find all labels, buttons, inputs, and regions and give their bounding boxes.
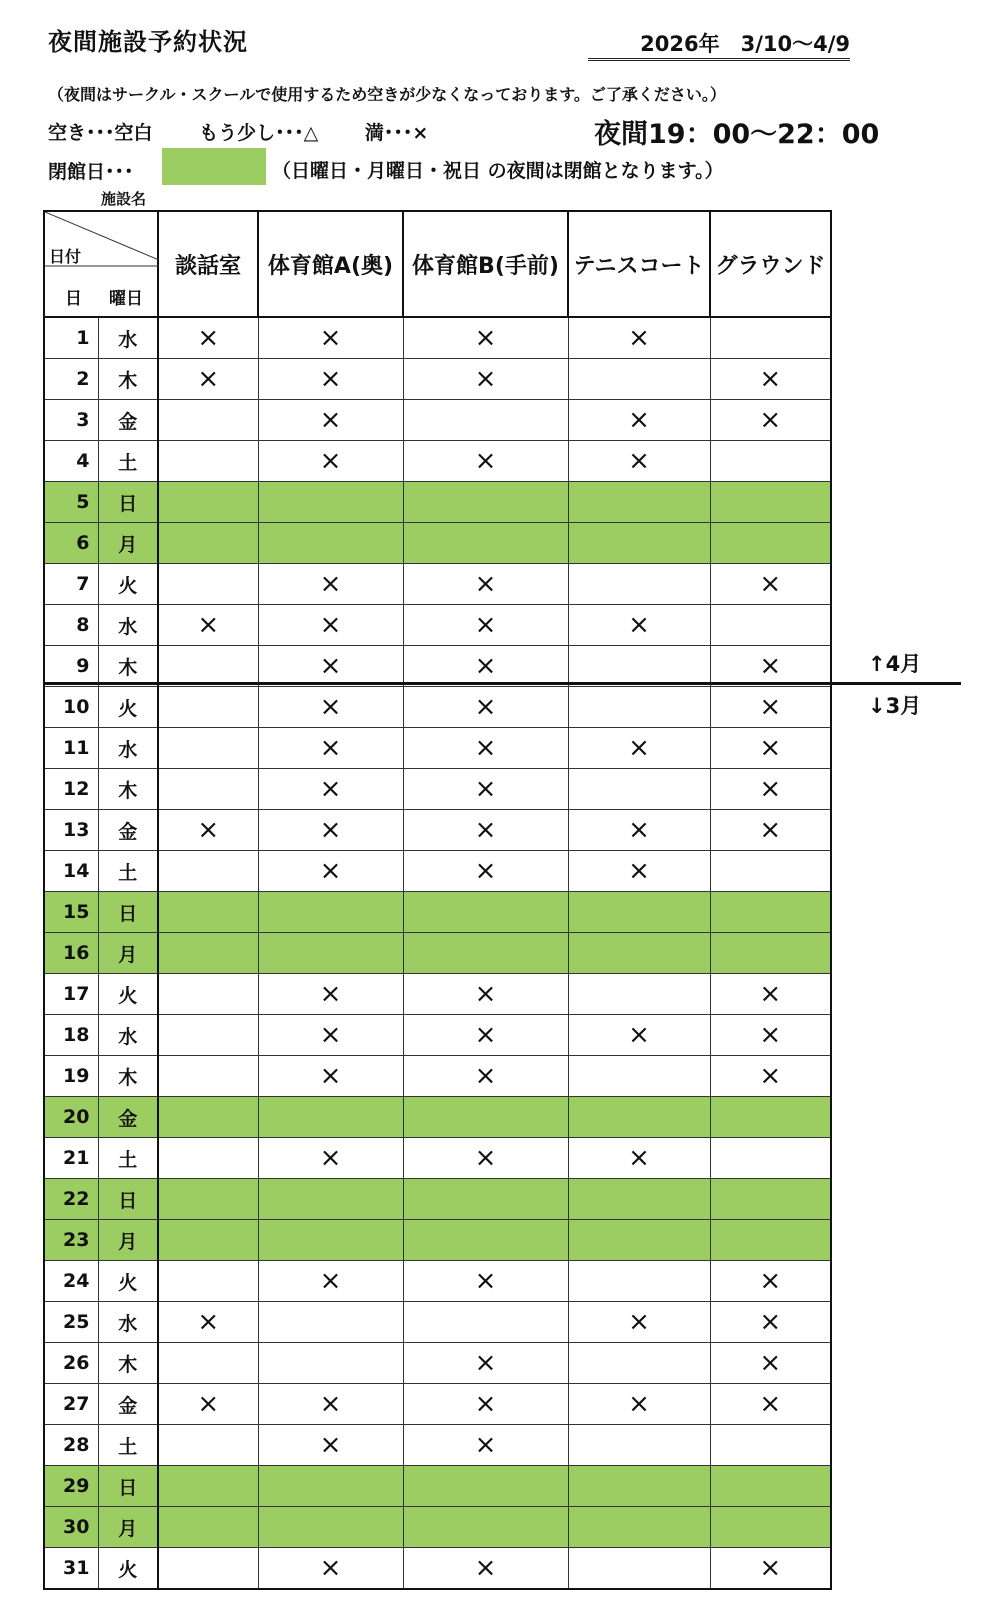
header-date-label: 日付 — [49, 247, 82, 266]
availability-cell: × — [710, 1056, 831, 1097]
availability-cell: × — [403, 1384, 568, 1425]
availability-cell — [158, 1138, 258, 1179]
availability-cell — [568, 1466, 710, 1507]
weekday-cell: 水 — [98, 728, 158, 769]
day-cell: 6 — [44, 523, 98, 564]
table-row — [44, 564, 831, 605]
availability-cell — [258, 1507, 403, 1548]
day-cell: 4 — [44, 441, 98, 482]
availability-cell — [158, 933, 258, 974]
availability-cell — [710, 482, 831, 523]
availability-cell — [568, 1425, 710, 1466]
availability-cell — [158, 1015, 258, 1056]
availability-cell: × — [710, 564, 831, 605]
availability-cell — [710, 892, 831, 933]
availability-cell: × — [710, 728, 831, 769]
weekday-cell: 土 — [98, 1138, 158, 1179]
weekday-cell: 水 — [98, 317, 158, 359]
header-facility: 談話室 — [158, 211, 258, 317]
availability-cell — [158, 400, 258, 441]
availability-cell: × — [710, 974, 831, 1015]
table-row — [44, 769, 831, 810]
availability-cell — [158, 1179, 258, 1220]
weekday-cell: 火 — [98, 1261, 158, 1302]
availability-cell — [710, 1138, 831, 1179]
weekday-cell: 金 — [98, 1384, 158, 1425]
availability-cell: × — [403, 1056, 568, 1097]
table-row — [44, 1548, 831, 1590]
weekday-cell: 木 — [98, 1343, 158, 1384]
availability-cell — [258, 1302, 403, 1343]
availability-cell — [568, 1343, 710, 1384]
availability-cell: × — [158, 605, 258, 646]
weekday-cell: 火 — [98, 564, 158, 605]
weekday-cell: 日 — [98, 1466, 158, 1507]
availability-cell: × — [158, 1302, 258, 1343]
availability-cell: × — [258, 1384, 403, 1425]
availability-cell — [568, 892, 710, 933]
availability-cell — [568, 1097, 710, 1138]
availability-cell — [403, 933, 568, 974]
table-row — [44, 1425, 831, 1466]
table-row — [44, 1384, 831, 1425]
availability-cell: × — [403, 1548, 568, 1590]
availability-cell — [568, 769, 710, 810]
availability-cell: × — [403, 1261, 568, 1302]
availability-cell — [568, 1179, 710, 1220]
table-row — [44, 1138, 831, 1179]
header-facility: グラウンド — [710, 211, 831, 317]
availability-cell: × — [403, 810, 568, 851]
table-row — [44, 523, 831, 564]
weekday-cell: 木 — [98, 359, 158, 400]
day-cell: 23 — [44, 1220, 98, 1261]
availability-cell: × — [710, 359, 831, 400]
availability-cell: × — [403, 974, 568, 1015]
availability-cell — [403, 1097, 568, 1138]
weekday-cell: 木 — [98, 1056, 158, 1097]
availability-cell: × — [403, 769, 568, 810]
availability-cell — [158, 564, 258, 605]
availability-cell — [568, 1507, 710, 1548]
availability-cell: × — [710, 1343, 831, 1384]
table-row — [44, 974, 831, 1015]
day-cell: 13 — [44, 810, 98, 851]
weekday-cell: 土 — [98, 441, 158, 482]
weekday-cell: 日 — [98, 1179, 158, 1220]
weekday-cell: 火 — [98, 1548, 158, 1590]
table-row — [44, 892, 831, 933]
availability-cell: × — [258, 687, 403, 728]
availability-cell — [710, 605, 831, 646]
availability-cell — [158, 892, 258, 933]
availability-cell — [710, 441, 831, 482]
availability-cell: × — [403, 605, 568, 646]
availability-cell: × — [258, 974, 403, 1015]
weekday-cell: 木 — [98, 646, 158, 687]
table-row — [44, 605, 831, 646]
availability-cell: × — [158, 317, 258, 359]
day-cell: 21 — [44, 1138, 98, 1179]
availability-cell — [258, 523, 403, 564]
availability-cell — [158, 441, 258, 482]
availability-cell: × — [568, 1138, 710, 1179]
day-cell: 26 — [44, 1343, 98, 1384]
date-range: 2026年 3/10～4/9 — [588, 28, 850, 61]
availability-cell: × — [710, 400, 831, 441]
availability-cell — [258, 1097, 403, 1138]
availability-cell — [710, 851, 831, 892]
header-day-label: 日 — [65, 289, 82, 309]
availability-cell — [258, 933, 403, 974]
weekday-cell: 水 — [98, 1302, 158, 1343]
availability-cell: × — [710, 687, 831, 728]
availability-cell: × — [258, 564, 403, 605]
availability-cell: × — [258, 851, 403, 892]
day-cell: 28 — [44, 1425, 98, 1466]
availability-cell — [568, 1261, 710, 1302]
day-cell: 22 — [44, 1179, 98, 1220]
day-cell: 31 — [44, 1548, 98, 1590]
availability-cell: × — [258, 769, 403, 810]
availability-cell — [568, 359, 710, 400]
weekday-cell: 日 — [98, 482, 158, 523]
day-cell: 24 — [44, 1261, 98, 1302]
availability-cell — [710, 1220, 831, 1261]
facility-caption: 施設名 — [101, 190, 147, 208]
availability-cell: × — [403, 687, 568, 728]
day-cell: 9 — [44, 646, 98, 687]
availability-cell — [403, 523, 568, 564]
weekday-cell: 水 — [98, 1015, 158, 1056]
day-cell: 2 — [44, 359, 98, 400]
availability-cell: × — [710, 769, 831, 810]
availability-cell — [710, 523, 831, 564]
month-divider — [43, 682, 961, 685]
availability-cell: × — [258, 646, 403, 687]
availability-cell: × — [258, 317, 403, 359]
availability-cell — [158, 1056, 258, 1097]
table-row — [44, 646, 831, 687]
table-row — [44, 1097, 831, 1138]
day-cell: 11 — [44, 728, 98, 769]
availability-cell — [158, 523, 258, 564]
availability-cell — [258, 892, 403, 933]
day-cell: 14 — [44, 851, 98, 892]
legend-full: 満･･･× — [364, 122, 429, 144]
availability-cell — [258, 1466, 403, 1507]
availability-cell — [710, 1097, 831, 1138]
availability-cell: × — [258, 810, 403, 851]
day-cell: 5 — [44, 482, 98, 523]
availability-cell: × — [258, 1138, 403, 1179]
header-corner — [44, 211, 158, 317]
weekday-cell: 月 — [98, 1507, 158, 1548]
availability-cell — [403, 1466, 568, 1507]
availability-cell: × — [403, 1425, 568, 1466]
availability-cell — [158, 687, 258, 728]
availability-cell — [158, 1220, 258, 1261]
availability-cell — [158, 728, 258, 769]
weekday-cell: 月 — [98, 1220, 158, 1261]
table-row — [44, 687, 831, 728]
table-row — [44, 1507, 831, 1548]
availability-cell: × — [403, 359, 568, 400]
table-row — [44, 1466, 831, 1507]
weekday-cell: 月 — [98, 933, 158, 974]
availability-cell — [710, 1466, 831, 1507]
weekday-cell: 火 — [98, 687, 158, 728]
availability-cell — [568, 1548, 710, 1590]
availability-cell — [568, 974, 710, 1015]
day-cell: 29 — [44, 1466, 98, 1507]
table-row — [44, 1056, 831, 1097]
availability-cell: × — [158, 810, 258, 851]
reservation-table — [43, 210, 832, 1590]
day-cell: 7 — [44, 564, 98, 605]
availability-cell — [568, 1056, 710, 1097]
header-facility: 体育館A(奥) — [258, 211, 403, 317]
day-cell: 20 — [44, 1097, 98, 1138]
availability-cell: × — [568, 1015, 710, 1056]
availability-cell — [258, 1343, 403, 1384]
availability-cell — [568, 646, 710, 687]
table-row — [44, 810, 831, 851]
availability-cell: × — [568, 1384, 710, 1425]
availability-cell: × — [568, 317, 710, 359]
table-row — [44, 728, 831, 769]
day-cell: 8 — [44, 605, 98, 646]
weekday-cell: 火 — [98, 974, 158, 1015]
availability-cell: × — [403, 851, 568, 892]
night-hours: 夜間19：00～22：00 — [594, 119, 880, 150]
availability-cell: × — [710, 1548, 831, 1590]
availability-cell — [403, 1220, 568, 1261]
weekday-cell: 金 — [98, 1097, 158, 1138]
table-row — [44, 1015, 831, 1056]
availability-cell: × — [568, 400, 710, 441]
availability-cell — [258, 1220, 403, 1261]
availability-cell: × — [258, 1015, 403, 1056]
availability-cell: × — [258, 441, 403, 482]
availability-cell — [258, 1179, 403, 1220]
availability-cell: × — [568, 441, 710, 482]
availability-cell — [403, 1179, 568, 1220]
availability-cell: × — [158, 1384, 258, 1425]
availability-cell — [158, 1343, 258, 1384]
availability-cell — [158, 1507, 258, 1548]
availability-cell — [568, 523, 710, 564]
table-row — [44, 933, 831, 974]
weekday-cell: 金 — [98, 810, 158, 851]
weekday-cell: 木 — [98, 769, 158, 810]
availability-cell — [158, 974, 258, 1015]
table-row — [44, 359, 831, 400]
availability-cell — [403, 892, 568, 933]
table-row — [44, 1302, 831, 1343]
day-cell: 17 — [44, 974, 98, 1015]
availability-cell: × — [403, 1343, 568, 1384]
availability-cell — [403, 1302, 568, 1343]
availability-cell — [568, 1220, 710, 1261]
day-cell: 3 — [44, 400, 98, 441]
table-row — [44, 317, 831, 359]
table-row — [44, 851, 831, 892]
availability-cell — [158, 769, 258, 810]
availability-cell: × — [710, 1015, 831, 1056]
availability-cell: × — [258, 1261, 403, 1302]
table-header-row — [44, 211, 831, 317]
weekday-cell: 水 — [98, 605, 158, 646]
availability-cell: × — [258, 400, 403, 441]
availability-cell — [568, 564, 710, 605]
availability-cell: × — [568, 810, 710, 851]
header-facility: テニスコート — [568, 211, 710, 317]
availability-cell — [158, 482, 258, 523]
availability-cell: × — [710, 1302, 831, 1343]
availability-cell — [158, 1425, 258, 1466]
availability-cell — [158, 1466, 258, 1507]
availability-cell: × — [403, 646, 568, 687]
table-row — [44, 482, 831, 523]
table-row — [44, 1343, 831, 1384]
availability-cell — [568, 687, 710, 728]
availability-cell — [403, 400, 568, 441]
availability-cell: × — [710, 1384, 831, 1425]
notice-text: （夜間はサークル・スクールで使用するため空きが少なくなっております。ご了承ください。） — [48, 85, 726, 104]
day-cell: 25 — [44, 1302, 98, 1343]
availability-cell — [158, 1548, 258, 1590]
availability-cell: × — [568, 605, 710, 646]
availability-cell: × — [568, 728, 710, 769]
header-weekday-label: 曜日 — [109, 289, 143, 309]
weekday-cell: 日 — [98, 892, 158, 933]
page-title: 夜間施設予約状況 — [48, 28, 248, 56]
availability-cell — [710, 1179, 831, 1220]
availability-cell: × — [403, 728, 568, 769]
availability-cell: × — [403, 564, 568, 605]
availability-cell: × — [258, 359, 403, 400]
availability-cell — [158, 1097, 258, 1138]
legend — [48, 118, 468, 145]
header-facility: 体育館B(手前) — [403, 211, 568, 317]
availability-cell — [568, 933, 710, 974]
availability-cell — [158, 646, 258, 687]
availability-cell — [403, 1507, 568, 1548]
legend-vacant: 空き･･･空白 — [48, 122, 153, 144]
availability-cell — [403, 482, 568, 523]
availability-cell: × — [710, 1261, 831, 1302]
availability-cell: × — [403, 1015, 568, 1056]
availability-cell — [710, 1425, 831, 1466]
table-row — [44, 400, 831, 441]
availability-cell: × — [568, 1302, 710, 1343]
day-cell: 12 — [44, 769, 98, 810]
availability-cell — [710, 317, 831, 359]
day-cell: 16 — [44, 933, 98, 974]
day-cell: 18 — [44, 1015, 98, 1056]
availability-cell: × — [710, 646, 831, 687]
day-cell: 19 — [44, 1056, 98, 1097]
table-row — [44, 1261, 831, 1302]
availability-cell — [710, 933, 831, 974]
day-cell: 30 — [44, 1507, 98, 1548]
weekday-cell: 金 — [98, 400, 158, 441]
availability-cell: × — [568, 851, 710, 892]
april-marker: ↑4月 — [868, 652, 922, 676]
day-cell: 1 — [44, 317, 98, 359]
closed-day-note: （日曜日・月曜日・祝日 の夜間は閉館となります。） — [272, 160, 724, 182]
weekday-cell: 土 — [98, 851, 158, 892]
availability-cell — [158, 851, 258, 892]
march-marker: ↓3月 — [868, 694, 922, 718]
day-cell: 10 — [44, 687, 98, 728]
closed-day-label: 閉館日･･･ — [48, 161, 134, 183]
availability-cell: × — [258, 1425, 403, 1466]
day-cell: 15 — [44, 892, 98, 933]
closed-day-swatch — [162, 148, 266, 185]
day-cell: 27 — [44, 1384, 98, 1425]
legend-few: もう少し･･･△ — [199, 122, 319, 144]
table-row — [44, 1179, 831, 1220]
availability-cell — [710, 1507, 831, 1548]
availability-cell: × — [710, 810, 831, 851]
weekday-cell: 月 — [98, 523, 158, 564]
availability-cell: × — [258, 1056, 403, 1097]
availability-cell: × — [258, 728, 403, 769]
availability-cell: × — [258, 605, 403, 646]
table-row — [44, 1220, 831, 1261]
weekday-cell: 土 — [98, 1425, 158, 1466]
availability-cell — [258, 482, 403, 523]
availability-cell: × — [158, 359, 258, 400]
availability-cell: × — [403, 1138, 568, 1179]
availability-cell: × — [258, 1548, 403, 1590]
date-range-underline — [588, 58, 850, 59]
availability-cell: × — [403, 441, 568, 482]
availability-cell: × — [403, 317, 568, 359]
table-row — [44, 441, 831, 482]
availability-cell — [568, 482, 710, 523]
availability-cell — [158, 1261, 258, 1302]
